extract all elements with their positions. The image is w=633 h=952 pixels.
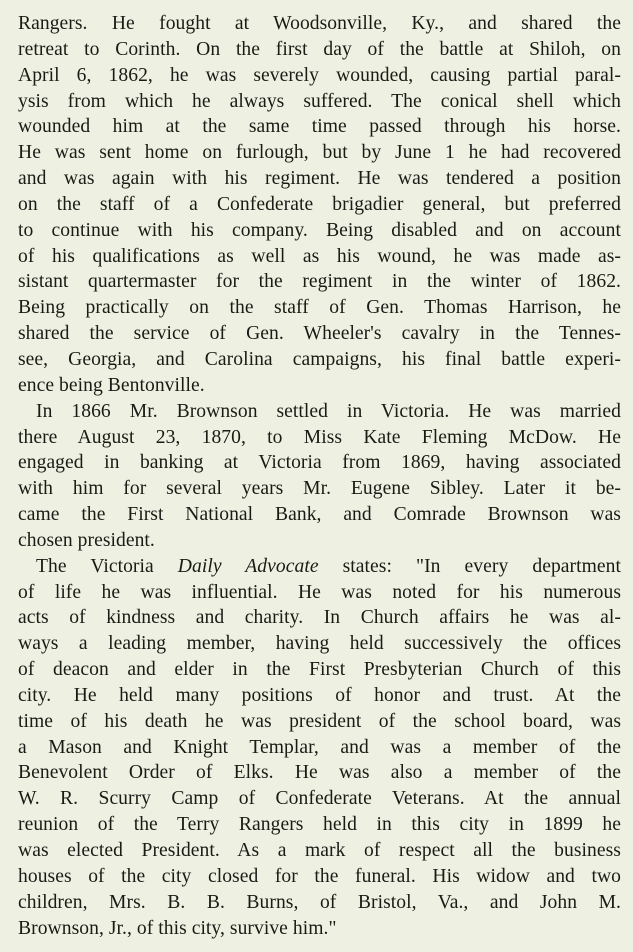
text-line: W. R. Scurry Camp of Confederate Veterans. At the annual	[18, 788, 621, 810]
text-line: reunion of the Terry Rangers held in this city in 1899 he	[18, 814, 621, 836]
text-line: He was sent home on furlough, but by June 1 he had recovered	[18, 142, 621, 164]
text-line: children, Mrs. B. B. Burns, of Bristol, Va., and John M.	[18, 891, 621, 913]
text-line: Being practically on the staff of Gen. Thomas Harrison, he	[18, 297, 621, 319]
text-line: time of his death he was president of the school board, was	[18, 710, 621, 732]
quote-intro-line	[18, 554, 621, 580]
text-line: was elected President. As a mark of respect all the business	[18, 840, 621, 861]
text-line: see, Georgia, and Carolina campaigns, his final battle experi-	[18, 348, 621, 370]
text-line: a Mason and Knight Templar, and was a member of the	[18, 736, 621, 758]
text-line: retreat to Corinth. On the first day of the battle at Shiloh, on	[18, 38, 621, 60]
text-line: of deacon and elder in the First Presbyterian Church of this	[18, 659, 621, 681]
text-line: April 6, 1862, he was severely wounded, causing partial paral-	[18, 64, 621, 86]
text-line: on the staff of a Confederate brigadier general, but preferred	[18, 193, 621, 215]
text-line: to continue with his company. Being disabled and on account	[18, 219, 621, 241]
text-line: city. He held many positions of honor and trust. At the	[18, 684, 621, 706]
text-line: there August 23, 1870, to Miss Kate Fleming McDow. He	[18, 426, 621, 448]
text-line: acts of kindness and charity. In Church affairs he was al-	[18, 607, 621, 629]
text-line: with him for several years Mr. Eugene Sibley. Later it be-	[18, 478, 621, 500]
text-line: sistant quartermaster for the regiment in the winter of 1862.	[18, 271, 621, 293]
quote-intro-after: states: "In every department	[318, 555, 621, 577]
text-line: chosen president.	[18, 529, 155, 551]
text-line: ence being Bentonville.	[18, 374, 205, 396]
text-line: wounded him at the same time passed through his horse.	[18, 116, 621, 138]
text-line: houses of the city closed for the funeral. His widow and two	[18, 865, 621, 887]
text-line: Benevolent Order of Elks. He was also a member of the	[18, 762, 621, 784]
text-line: came the First National Bank, and Comrade Brownson was	[18, 504, 621, 526]
text-line: Brownson, Jr., of this city, survive him."	[18, 917, 337, 939]
text-line: of his qualifications as well as his wound, he was made as-	[18, 245, 621, 267]
text-line: and was again with his regiment. He was tendered a position	[18, 168, 621, 190]
text-line: In 1866 Mr. Brownson settled in Victoria. He was married	[36, 400, 621, 422]
text-line: ways a leading member, having held successively the offices	[18, 633, 621, 655]
text-line: of life he was influential. He was noted for his numerous	[18, 581, 621, 603]
text-line: engaged in banking at Victoria from 1869, having associated	[18, 452, 621, 474]
text-line: shared the service of Gen. Wheeler's cavalry in the Tennes-	[18, 323, 621, 345]
text-line: ysis from which he always suffered. The conical shell which	[18, 90, 621, 112]
newspaper-title: Daily Advocate	[177, 555, 319, 577]
text-line: Rangers. He fought at Woodsonville, Ky., and shared the	[18, 13, 621, 34]
quote-intro-before: The Victoria	[36, 555, 178, 577]
